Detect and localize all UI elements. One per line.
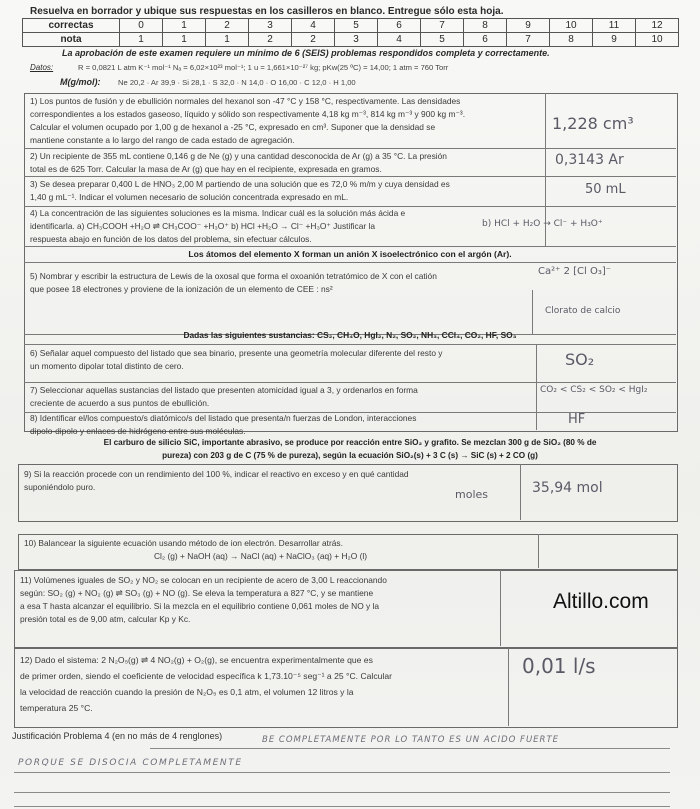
question-5: 5) Nombrar y escribir la estructura de Lewis de la oxosal que forma el oxoanión tetratómico de X con el catión que posee 18 electrones y proviene de la ionización de un elemento de CEE : ns²	[30, 271, 437, 294]
score-nota-cell: 1	[120, 33, 163, 47]
question-1: 1) Los puntos de fusión y de ebullición normales del hexanol son -47 °C y 158 °C, respectivamente. Las densidades correspondientes a los estados gaseoso, líquido y sólido son respectivamente 4,18 kg m⁻³, 814 kg m⁻³ y 900 kg m⁻³. Calcular el volumen ocupado por 1,00 g de hexanol a -25 °C, expresado en cm³. Suponer que la densidad se mantiene constante a lo largo del rango de cada estado de agregación.	[30, 96, 466, 145]
question-4: 4) La concentración de las siguientes soluciones es la misma. Indicar cuál es la solución más ácida e identificarla. a) CH₃COOH +H₂O ⇌ CH₃COO⁻ +H₃O⁺ b) HCl +H₂O → Cl⁻ +H₃O⁺ Justificar la respuesta abajo en función de los datos del problema, sin efectuar cálculos.	[30, 208, 406, 244]
answer-3: 50 mL	[585, 182, 626, 197]
score-nota-cell: 1	[163, 33, 206, 47]
answer-6: SO₂	[565, 350, 595, 369]
masses-label: M(g/mol):	[60, 77, 101, 87]
question-8: 8) Identificar el/los compuesto/s diatómico/s del listado que presenta/n fuerzas de London, interacciones dipolo-dipolo y enlaces de hidrógeno entre sus moléculas.	[30, 413, 417, 436]
answer-9-note: moles	[455, 488, 488, 501]
score-correctas-cell: 7	[421, 19, 464, 33]
masses-text: Ne 20,2 · Ar 39,9 · Si 28,1 · S 32,0 · N 14,0 · O 16,00 · C 12,0 · H 1,00	[118, 78, 356, 87]
score-correctas-cell: 12	[636, 19, 679, 33]
answer-divider	[532, 290, 533, 334]
answer-2: 0,3143 Ar	[555, 152, 624, 168]
question-9: 9) Si la reacción procede con un rendimiento del 100 %, indicar el reactivo en exceso y en qué cantidad suponiéndolo puro.	[24, 469, 409, 492]
score-nota-cell: 1	[206, 33, 249, 47]
answer-4: b) HCl + H₂O → Cl⁻ + H₃O⁺	[482, 219, 603, 229]
watermark: Altillo.com	[553, 590, 649, 613]
answer-7: CO₂ < CS₂ < SO₂ < HgI₂	[540, 385, 648, 395]
score-correctas-cell: 6	[378, 19, 421, 33]
score-nota-cell: 4	[378, 33, 421, 47]
score-correctas-cell: 9	[507, 19, 550, 33]
section-sic: El carburo de silicio SiC, importante abrasivo, se produce por reacción entre SiO₂ y grafito. Se mezclan 300 g de SiO₂ (80 % de pureza) con 203 g de C (75 % de pureza), según la ecuación SiO₂(s) + 3 C (s) → SiC (s) + 2 CO (g)	[103, 438, 597, 460]
score-correctas-cell: 5	[335, 19, 378, 33]
question-6: 6) Señalar aquel compuesto del listado que sea binario, presente una geometría molecular diferente del resto y un momento dipolar total distinto de cero.	[30, 348, 443, 371]
answer-8: HF	[568, 412, 586, 427]
score-nota-cell: 6	[464, 33, 507, 47]
section-element-x: Los átomos del elemento X forman un anión X isoelectrónico con el argón (Ar).	[188, 249, 512, 259]
score-table	[22, 18, 679, 47]
approval-note: La aprobación de este examen requiere un mínimo de 6 (SEIS) problemas respondidos completa y correctamente.	[62, 48, 550, 58]
score-correctas-cell: 10	[550, 19, 593, 33]
answer-9: 35,94 mol	[532, 480, 603, 496]
score-nota-cell: 5	[421, 33, 464, 47]
datos-label: Datos:	[30, 63, 54, 72]
answer-5-name: Clorato de calcio	[545, 306, 621, 316]
score-correctas-cell: 8	[464, 19, 507, 33]
justification-label: Justificación Problema 4 (en no más de 4 renglones)	[12, 731, 223, 741]
question-11: 11) Volúmenes iguales de SO₂ y NO₂ se colocan en un recipiente de acero de 3,00 L reaccionando según: SO₂ (g) + NO₂ (g) ⇌ SO₃ (g) + NO (g). Se eleva la temperatura a 827 °C, y se mantiene a esa T hasta alcanzar el equilibrio. Si la mezcla en el equilibrio contiene 0,061 moles de NO y la presión total es de 9,00 atm, calcular Kp y Kc.	[20, 575, 387, 624]
question-10: 10) Balancear la siguiente ecuación usando método de ion electrón. Desarrollar atrás. Cl₂ (g) + NaOH (aq) → NaCl (aq) + NaClO₃ (aq) + H₂O (l)	[24, 538, 368, 561]
section-substances: Dadas las siguientes sustancias: CS₂, CH₄O, HgI₂, N₂, SO₂, NH₃, CCl₄, CO₂, HF, SO₃	[183, 330, 517, 340]
answer-1: 1,228 cm³	[552, 114, 634, 133]
score-correctas-cell: 1	[163, 19, 206, 33]
score-row-label: nota	[23, 33, 120, 47]
question-12: 12) Dado el sistema: 2 N₂O₅(g) ⇌ 4 NO₂(g) + O₂(g), se encuentra experimentalmente que es de primer orden, siendo el coeficiente de velocidad específica k 1,73.10⁻⁵ seg⁻¹ a 25 °C. Calcular la velocidad de reacción cuando la presión de N₂O₅ es 0,1 atm, el volumen 12 litros y la temperatura 25 °C.	[20, 655, 392, 713]
score-nota-cell: 10	[636, 33, 679, 47]
score-correctas-cell: 2	[206, 19, 249, 33]
datos-text: R = 0,0821 L atm K⁻¹ mol⁻¹ Nₐ = 6,02×10²³ mol⁻¹; 1 u = 1,661×10⁻²⁷ kg; pKw(25 ºC) = 14,00; 1 atm = 760 Torr	[78, 63, 449, 72]
question-3: 3) Se desea preparar 0,400 L de HNO₃ 2,00 M partiendo de una solución que es 72,0 % m/m y cuya densidad es 1,40 g mL⁻¹. Indicar el volumen necesario de solución concentrada expresado en mL.	[30, 179, 450, 202]
score-nota-cell: 2	[292, 33, 335, 47]
score-nota-cell: 2	[249, 33, 292, 47]
answer-12: 0,01 l/s	[522, 654, 596, 678]
score-nota-cell: 7	[507, 33, 550, 47]
question-7: 7) Seleccionar aquellas sustancias del listado que presenten atomicidad igual a 3, y ordenarlos en forma creciente de acuerdo a sus puntos de ebullición.	[30, 385, 418, 408]
score-correctas-cell: 4	[292, 19, 335, 33]
score-correctas-cell: 11	[593, 19, 636, 33]
score-nota-cell: 8	[550, 33, 593, 47]
score-correctas-cell: 0	[120, 19, 163, 33]
score-row-label: correctas	[23, 19, 120, 33]
justification-line-2: PORQUE SE DISOCIA COMPLETAMENTE	[18, 758, 243, 768]
justification-line-1: BE COMPLETAMENTE POR LO TANTO ES UN ACIDO FUERTE	[262, 735, 560, 745]
question-2: 2) Un recipiente de 355 mL contiene 0,146 g de Ne (g) y una cantidad desconocida de Ar (g) a 35 °C. La presión total es de 625 Torr. Calcular la masa de Ar (g) que hay en el recipiente, expresada en gramos.	[30, 151, 447, 174]
score-correctas-cell: 3	[249, 19, 292, 33]
score-nota-cell: 3	[335, 33, 378, 47]
score-nota-cell: 9	[593, 33, 636, 47]
instructions: Resuelva en borrador y ubique sus respuestas en los casilleros en blanco. Entregue sólo esta hoja.	[30, 6, 504, 17]
answer-5-lewis: Ca²⁺ 2 [Cl O₃]⁻	[538, 266, 612, 277]
answer-divider	[536, 344, 537, 430]
